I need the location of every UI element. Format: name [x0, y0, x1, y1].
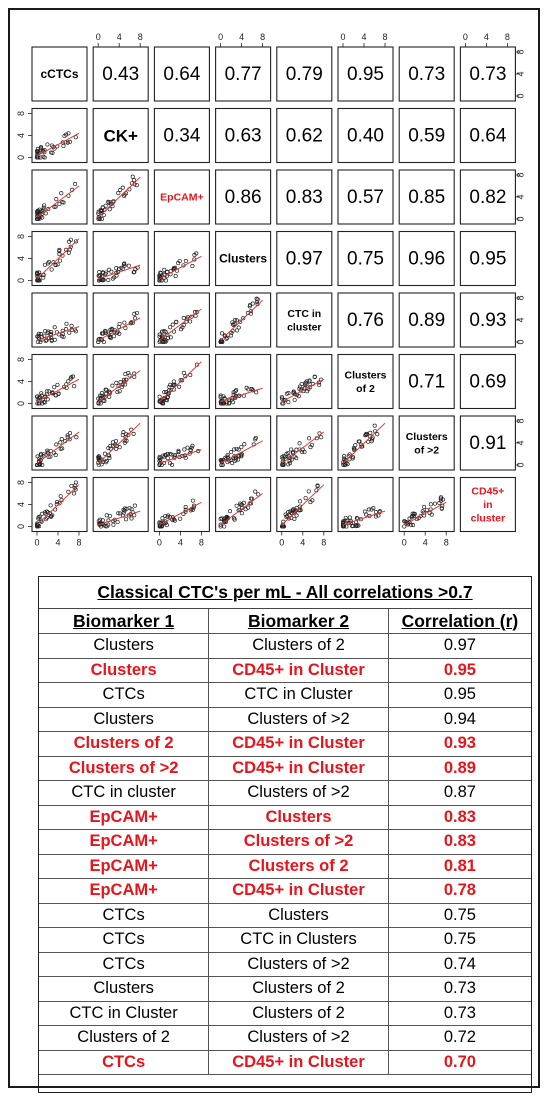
cell-correlation: 0.70: [388, 1050, 531, 1075]
x-tick-label: 4: [177, 537, 183, 548]
cell-biomarker-1: Clusters of 2: [39, 732, 209, 757]
cell-correlation: 0.89: [388, 756, 531, 781]
cell-biomarker-1: CTCs: [39, 952, 209, 977]
x-tick-label: 8: [321, 537, 327, 548]
cell-biomarker-2: Clusters of 2: [209, 634, 389, 659]
correlation-value: 0.93: [469, 310, 507, 331]
y-tick-label: 8: [515, 49, 526, 55]
panel-frame: [399, 416, 454, 470]
x-tick-label: 0: [401, 537, 407, 548]
cell-correlation: 0.87: [388, 781, 531, 806]
correlation-value: 0.64: [163, 64, 201, 85]
y-tick-label: 0: [515, 93, 526, 99]
correlation-value: 0.73: [408, 64, 446, 85]
variable-label: cCTCs: [40, 67, 79, 82]
x-tick-label: 0: [95, 32, 101, 42]
table-row: [39, 756, 531, 781]
y-tick-label: 0: [515, 462, 526, 468]
cell-biomarker-2: CD45+ in Cluster: [209, 879, 389, 904]
y-tick-label: 4: [515, 71, 526, 77]
cell-biomarker-2: Clusters of 2: [209, 1001, 389, 1026]
cell-biomarker-1: Clusters: [39, 634, 209, 659]
correlation-value: 0.63: [224, 125, 262, 147]
correlation-value: 0.82: [469, 187, 507, 208]
cell-biomarker-1: CTC in cluster: [39, 781, 209, 806]
cell-biomarker-2: CD45+ in Cluster: [209, 1050, 389, 1075]
table-row: [39, 1026, 531, 1051]
x-tick-label: 8: [382, 32, 388, 42]
table-row: [39, 707, 531, 732]
table-row: [39, 634, 531, 659]
y-tick-label: 4: [16, 255, 26, 262]
cell-correlation: 0.81: [388, 854, 531, 879]
cell-correlation: 0.95: [388, 683, 531, 708]
cell-biomarker-1: CTC in Cluster: [39, 1001, 209, 1026]
x-tick-label: 0: [340, 32, 346, 42]
table-row: [39, 683, 531, 708]
x-tick-label: 8: [198, 537, 204, 548]
cell-biomarker-2: Clusters of >2: [209, 830, 389, 855]
y-tick-label: 0: [16, 523, 26, 530]
y-tick-label: 4: [16, 378, 26, 385]
correlation-value: 0.59: [408, 125, 446, 147]
y-tick-label: 4: [16, 132, 26, 139]
y-tick-label: 0: [515, 216, 526, 222]
y-tick-label: 0: [16, 400, 26, 407]
table-row: [39, 658, 531, 683]
variable-label: cluster: [287, 321, 322, 334]
table-row: [39, 977, 531, 1002]
cell-biomarker-1: EpCAM+: [39, 854, 209, 879]
cell-biomarker-1: EpCAM+: [39, 879, 209, 904]
variable-label: cluster: [470, 512, 506, 525]
variable-label: EpCAM+: [160, 191, 204, 204]
cell-correlation: 0.78: [388, 879, 531, 904]
scatterplot-matrix: [10, 10, 538, 565]
variable-label: CK+: [103, 126, 138, 146]
cell-biomarker-2: CD45+ in Cluster: [209, 732, 389, 757]
y-tick-label: 4: [515, 440, 526, 446]
cell-correlation: 0.75: [388, 903, 531, 928]
correlation-value: 0.62: [285, 125, 323, 147]
cell-biomarker-1: CTCs: [39, 928, 209, 953]
y-tick-label: 8: [16, 110, 26, 117]
correlation-value: 0.77: [224, 64, 262, 85]
y-tick-label: 8: [16, 356, 26, 363]
correlation-value: 0.40: [347, 125, 384, 147]
correlation-value: 0.95: [347, 64, 384, 85]
header-biomarker-1: Biomarker 1: [39, 609, 209, 634]
correlation-value: 0.79: [285, 64, 323, 85]
correlation-value: 0.89: [408, 310, 446, 331]
cell-biomarker-2: Clusters of 2: [209, 854, 389, 879]
cell-biomarker-2: Clusters of 2: [209, 977, 389, 1002]
correlation-value: 0.97: [285, 248, 323, 270]
x-tick-label: 4: [361, 32, 367, 42]
table-row: [39, 1001, 531, 1026]
table-row: [39, 781, 531, 806]
correlation-value: 0.64: [469, 125, 507, 147]
y-tick-label: 0: [515, 339, 526, 345]
table-row: [39, 952, 531, 977]
cell-correlation: 0.97: [388, 634, 531, 659]
variable-label: Clusters: [405, 430, 448, 443]
cell-biomarker-2: CD45+ in Cluster: [209, 658, 389, 683]
cell-correlation: 0.93: [388, 732, 531, 757]
y-tick-label: 0: [16, 277, 26, 284]
x-tick-label: 8: [260, 32, 266, 42]
cell-biomarker-2: Clusters of >2: [209, 1026, 389, 1051]
table-row: [39, 732, 531, 757]
x-tick-label: 8: [504, 32, 510, 42]
correlation-value: 0.86: [224, 187, 262, 208]
y-tick-label: 8: [515, 295, 526, 301]
header-correlation: Correlation (r): [388, 609, 531, 634]
x-tick-label: 4: [239, 32, 245, 42]
cell-biomarker-1: CTCs: [39, 683, 209, 708]
cell-biomarker-1: CTCs: [39, 1050, 209, 1075]
correlation-value: 0.71: [408, 371, 446, 393]
correlation-value: 0.96: [408, 248, 446, 270]
y-tick-label: 8: [515, 418, 526, 424]
correlation-table-box: [38, 576, 532, 1093]
correlation-value: 0.95: [469, 248, 507, 270]
correlation-value: 0.43: [102, 64, 140, 85]
table-row: [39, 805, 531, 830]
x-tick-label: 8: [443, 537, 449, 548]
correlation-value: 0.75: [347, 248, 384, 270]
variable-label: of >2: [414, 444, 440, 457]
cell-biomarker-2: CD45+ in Cluster: [209, 756, 389, 781]
cell-correlation: 0.72: [388, 1026, 531, 1051]
cell-biomarker-1: Clusters: [39, 707, 209, 732]
correlation-value: 0.76: [347, 310, 384, 331]
x-tick-label: 0: [34, 537, 40, 548]
cell-biomarker-2: CTC in Cluster: [209, 683, 389, 708]
panel-frame: [338, 355, 393, 409]
y-tick-label: 4: [16, 501, 26, 508]
figure-frame: [8, 8, 540, 1088]
cell-correlation: 0.73: [388, 1001, 531, 1026]
x-tick-label: 8: [76, 537, 82, 548]
x-tick-label: 0: [279, 537, 285, 548]
variable-label: Clusters: [219, 251, 268, 266]
y-tick-label: 8: [16, 233, 26, 240]
correlation-value: 0.73: [469, 64, 507, 85]
cell-biomarker-1: CTCs: [39, 903, 209, 928]
x-tick-label: 4: [55, 537, 61, 548]
panel-frame: [277, 293, 332, 347]
correlation-value: 0.34: [163, 125, 201, 147]
cell-biomarker-2: Clusters: [209, 903, 389, 928]
x-tick-label: 0: [156, 537, 162, 548]
correlation-table: [39, 609, 531, 1075]
x-tick-label: 4: [422, 537, 428, 548]
y-tick-label: 8: [16, 479, 26, 486]
table-row: [39, 903, 531, 928]
variable-label: CD45+: [471, 485, 505, 498]
correlation-value: 0.57: [347, 187, 384, 208]
cell-correlation: 0.75: [388, 928, 531, 953]
variable-label: CTC in: [287, 307, 322, 320]
x-tick-label: 4: [483, 32, 489, 42]
variable-label: Clusters: [344, 369, 387, 382]
correlation-value: 0.91: [469, 433, 507, 454]
table-title: Classical CTC's per mL - All correlations >0.7: [39, 577, 531, 609]
table-row: [39, 928, 531, 953]
x-tick-label: 4: [300, 537, 306, 548]
y-tick-label: 8: [515, 172, 526, 178]
cell-biomarker-2: Clusters of >2: [209, 952, 389, 977]
table-row: [39, 879, 531, 904]
cell-biomarker-2: Clusters of >2: [209, 781, 389, 806]
cell-biomarker-2: CTC in Clusters: [209, 928, 389, 953]
table-header-row: [39, 609, 531, 634]
cell-correlation: 0.74: [388, 952, 531, 977]
table-row: [39, 854, 531, 879]
cell-biomarker-1: EpCAM+: [39, 805, 209, 830]
x-tick-label: 4: [116, 32, 122, 42]
cell-biomarker-2: Clusters: [209, 805, 389, 830]
y-tick-label: 4: [515, 194, 526, 200]
variable-label: of 2: [356, 382, 375, 395]
panel-frame: [277, 416, 332, 470]
cell-correlation: 0.73: [388, 977, 531, 1002]
cell-biomarker-1: EpCAM+: [39, 830, 209, 855]
y-tick-label: 4: [515, 317, 526, 323]
x-tick-label: 0: [462, 32, 468, 42]
x-tick-label: 0: [218, 32, 224, 42]
cell-biomarker-1: Clusters: [39, 658, 209, 683]
cell-correlation: 0.83: [388, 830, 531, 855]
cell-correlation: 0.95: [388, 658, 531, 683]
correlation-value: 0.69: [469, 371, 507, 393]
x-tick-label: 8: [137, 32, 143, 42]
cell-biomarker-1: Clusters of 2: [39, 1026, 209, 1051]
variable-label: in: [483, 499, 493, 512]
correlation-value: 0.83: [285, 187, 323, 208]
header-biomarker-2: Biomarker 2: [209, 609, 389, 634]
correlation-value: 0.85: [408, 187, 446, 208]
y-tick-label: 0: [16, 154, 26, 161]
cell-correlation: 0.94: [388, 707, 531, 732]
table-row: [39, 830, 531, 855]
cell-biomarker-1: Clusters: [39, 977, 209, 1002]
cell-correlation: 0.83: [388, 805, 531, 830]
cell-biomarker-2: Clusters of >2: [209, 707, 389, 732]
cell-biomarker-1: Clusters of >2: [39, 756, 209, 781]
table-row: [39, 1050, 531, 1075]
